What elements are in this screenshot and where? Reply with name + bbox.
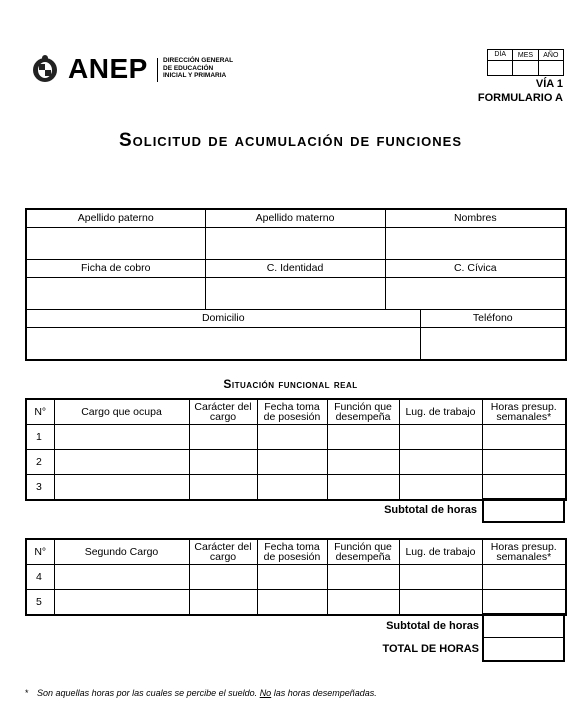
cell-input[interactable]: [327, 590, 399, 616]
field-ficha-cobro[interactable]: [26, 278, 205, 310]
cell-input[interactable]: [54, 590, 189, 616]
row-number: 4: [26, 565, 54, 590]
cell-input[interactable]: [482, 450, 566, 475]
col-funcion: Función que desempeña: [327, 539, 399, 565]
label-nombres: Nombres: [385, 209, 566, 228]
subtotal-label-1: Subtotal de horas: [384, 504, 477, 516]
date-day-field[interactable]: [488, 61, 513, 76]
table-row: [26, 425, 566, 450]
footnote-star: *: [25, 688, 29, 698]
col-numero: N°: [26, 539, 54, 565]
totals-box: [482, 613, 565, 662]
subtotal-field-2[interactable]: [483, 614, 564, 638]
cell-input[interactable]: [327, 450, 399, 475]
footnote-no: No: [259, 688, 272, 698]
row-number: 3: [26, 475, 54, 501]
label-domicilio: Domicilio: [26, 310, 420, 328]
cell-input[interactable]: [399, 590, 482, 616]
cell-input[interactable]: [189, 590, 257, 616]
cell-input[interactable]: [54, 450, 189, 475]
field-domicilio[interactable]: [26, 328, 420, 361]
cell-input[interactable]: [189, 450, 257, 475]
cell-input[interactable]: [257, 450, 327, 475]
col-caracter: Carácter del cargo: [189, 399, 257, 425]
cell-input[interactable]: [482, 590, 566, 616]
cell-input[interactable]: [189, 565, 257, 590]
table-row: [26, 565, 566, 590]
table-row: [26, 475, 566, 501]
cell-input[interactable]: [399, 425, 482, 450]
date-day-label: DÍA: [488, 50, 513, 61]
col-funcion: Función que desempeña: [327, 399, 399, 425]
cell-input[interactable]: [399, 565, 482, 590]
cell-input[interactable]: [257, 565, 327, 590]
date-box: [487, 49, 564, 76]
institution-name: [163, 57, 233, 80]
cell-input[interactable]: [482, 425, 566, 450]
cell-input[interactable]: [189, 475, 257, 501]
institution-line: INICIAL Y PRIMARIA: [163, 72, 227, 79]
table-row: [26, 590, 566, 616]
subtotal-field-1[interactable]: [482, 498, 565, 523]
col-lugar-trabajo: Lug. de trabajo: [399, 399, 482, 425]
row-number: 1: [26, 425, 54, 450]
cell-input[interactable]: [54, 565, 189, 590]
date-month-label: MES: [513, 50, 538, 61]
label-credencial-civica: C. Cívica: [385, 260, 566, 278]
col-horas: Horas presup. semanales*: [482, 399, 566, 425]
field-telefono[interactable]: [420, 328, 566, 361]
col-numero: N°: [26, 399, 54, 425]
col-horas: Horas presup. semanales*: [482, 539, 566, 565]
label-apellido-paterno: Apellido paterno: [26, 209, 205, 228]
field-apellido-paterno[interactable]: [26, 228, 205, 260]
field-credencial-civica[interactable]: [385, 278, 566, 310]
col-segundo-cargo: Segundo Cargo: [54, 539, 189, 565]
institution-line: DIRECCIÓN GENERAL: [163, 57, 234, 64]
cell-input[interactable]: [257, 590, 327, 616]
footnote: [25, 688, 377, 698]
institution-line: DE EDUCACIÓN: [163, 64, 214, 72]
cell-input[interactable]: [54, 475, 189, 501]
cell-input[interactable]: [482, 565, 566, 590]
col-cargo: Cargo que ocupa: [54, 399, 189, 425]
col-fecha-posesion: Fecha toma de posesión: [257, 539, 327, 565]
page-title: Solicitud de acumulación de funciones: [118, 130, 463, 151]
second-position-table: [25, 538, 567, 616]
coat-of-arms-icon: [30, 54, 60, 84]
table-row: [26, 450, 566, 475]
positions-table: [25, 398, 567, 501]
col-fecha-posesion: Fecha toma de posesión: [257, 399, 327, 425]
date-year-field[interactable]: [538, 61, 563, 76]
date-year-label: AÑO: [538, 50, 563, 61]
label-apellido-materno: Apellido materno: [205, 209, 385, 228]
cell-input[interactable]: [399, 450, 482, 475]
col-lugar-trabajo: Lug. de trabajo: [399, 539, 482, 565]
form-id: FORMULARIO A: [477, 92, 563, 104]
anep-logo: [30, 54, 60, 89]
cell-input[interactable]: [327, 565, 399, 590]
logo-divider: [157, 58, 158, 82]
personal-data-table: [25, 208, 567, 361]
section-title: Situación funcional real: [223, 377, 358, 391]
cell-input[interactable]: [257, 425, 327, 450]
cell-input[interactable]: [257, 475, 327, 501]
label-ficha-cobro: Ficha de cobro: [26, 260, 205, 278]
footnote-text-end: las horas desempeñadas.: [273, 688, 377, 698]
label-cedula-identidad: C. Identidad: [205, 260, 385, 278]
logo-text: ANEP: [68, 53, 148, 84]
col-caracter: Carácter del cargo: [189, 539, 257, 565]
date-month-field[interactable]: [513, 61, 538, 76]
cell-input[interactable]: [327, 425, 399, 450]
cell-input[interactable]: [189, 425, 257, 450]
cell-input[interactable]: [54, 425, 189, 450]
footnote-text: Son aquellas horas por las cuales se percibe el sueldo.: [37, 688, 258, 698]
cell-input[interactable]: [399, 475, 482, 501]
total-field[interactable]: [483, 638, 564, 662]
total-label: TOTAL DE HORAS: [382, 643, 479, 655]
field-cedula-identidad[interactable]: [205, 278, 385, 310]
label-telefono: Teléfono: [420, 310, 566, 328]
cell-input[interactable]: [482, 475, 566, 501]
via-label: VÍA 1: [535, 78, 563, 90]
cell-input[interactable]: [327, 475, 399, 501]
subtotal-label-2: Subtotal de horas: [386, 620, 479, 632]
row-number: 5: [26, 590, 54, 616]
row-number: 2: [26, 450, 54, 475]
field-nombres[interactable]: [385, 228, 566, 260]
field-apellido-materno[interactable]: [205, 228, 385, 260]
